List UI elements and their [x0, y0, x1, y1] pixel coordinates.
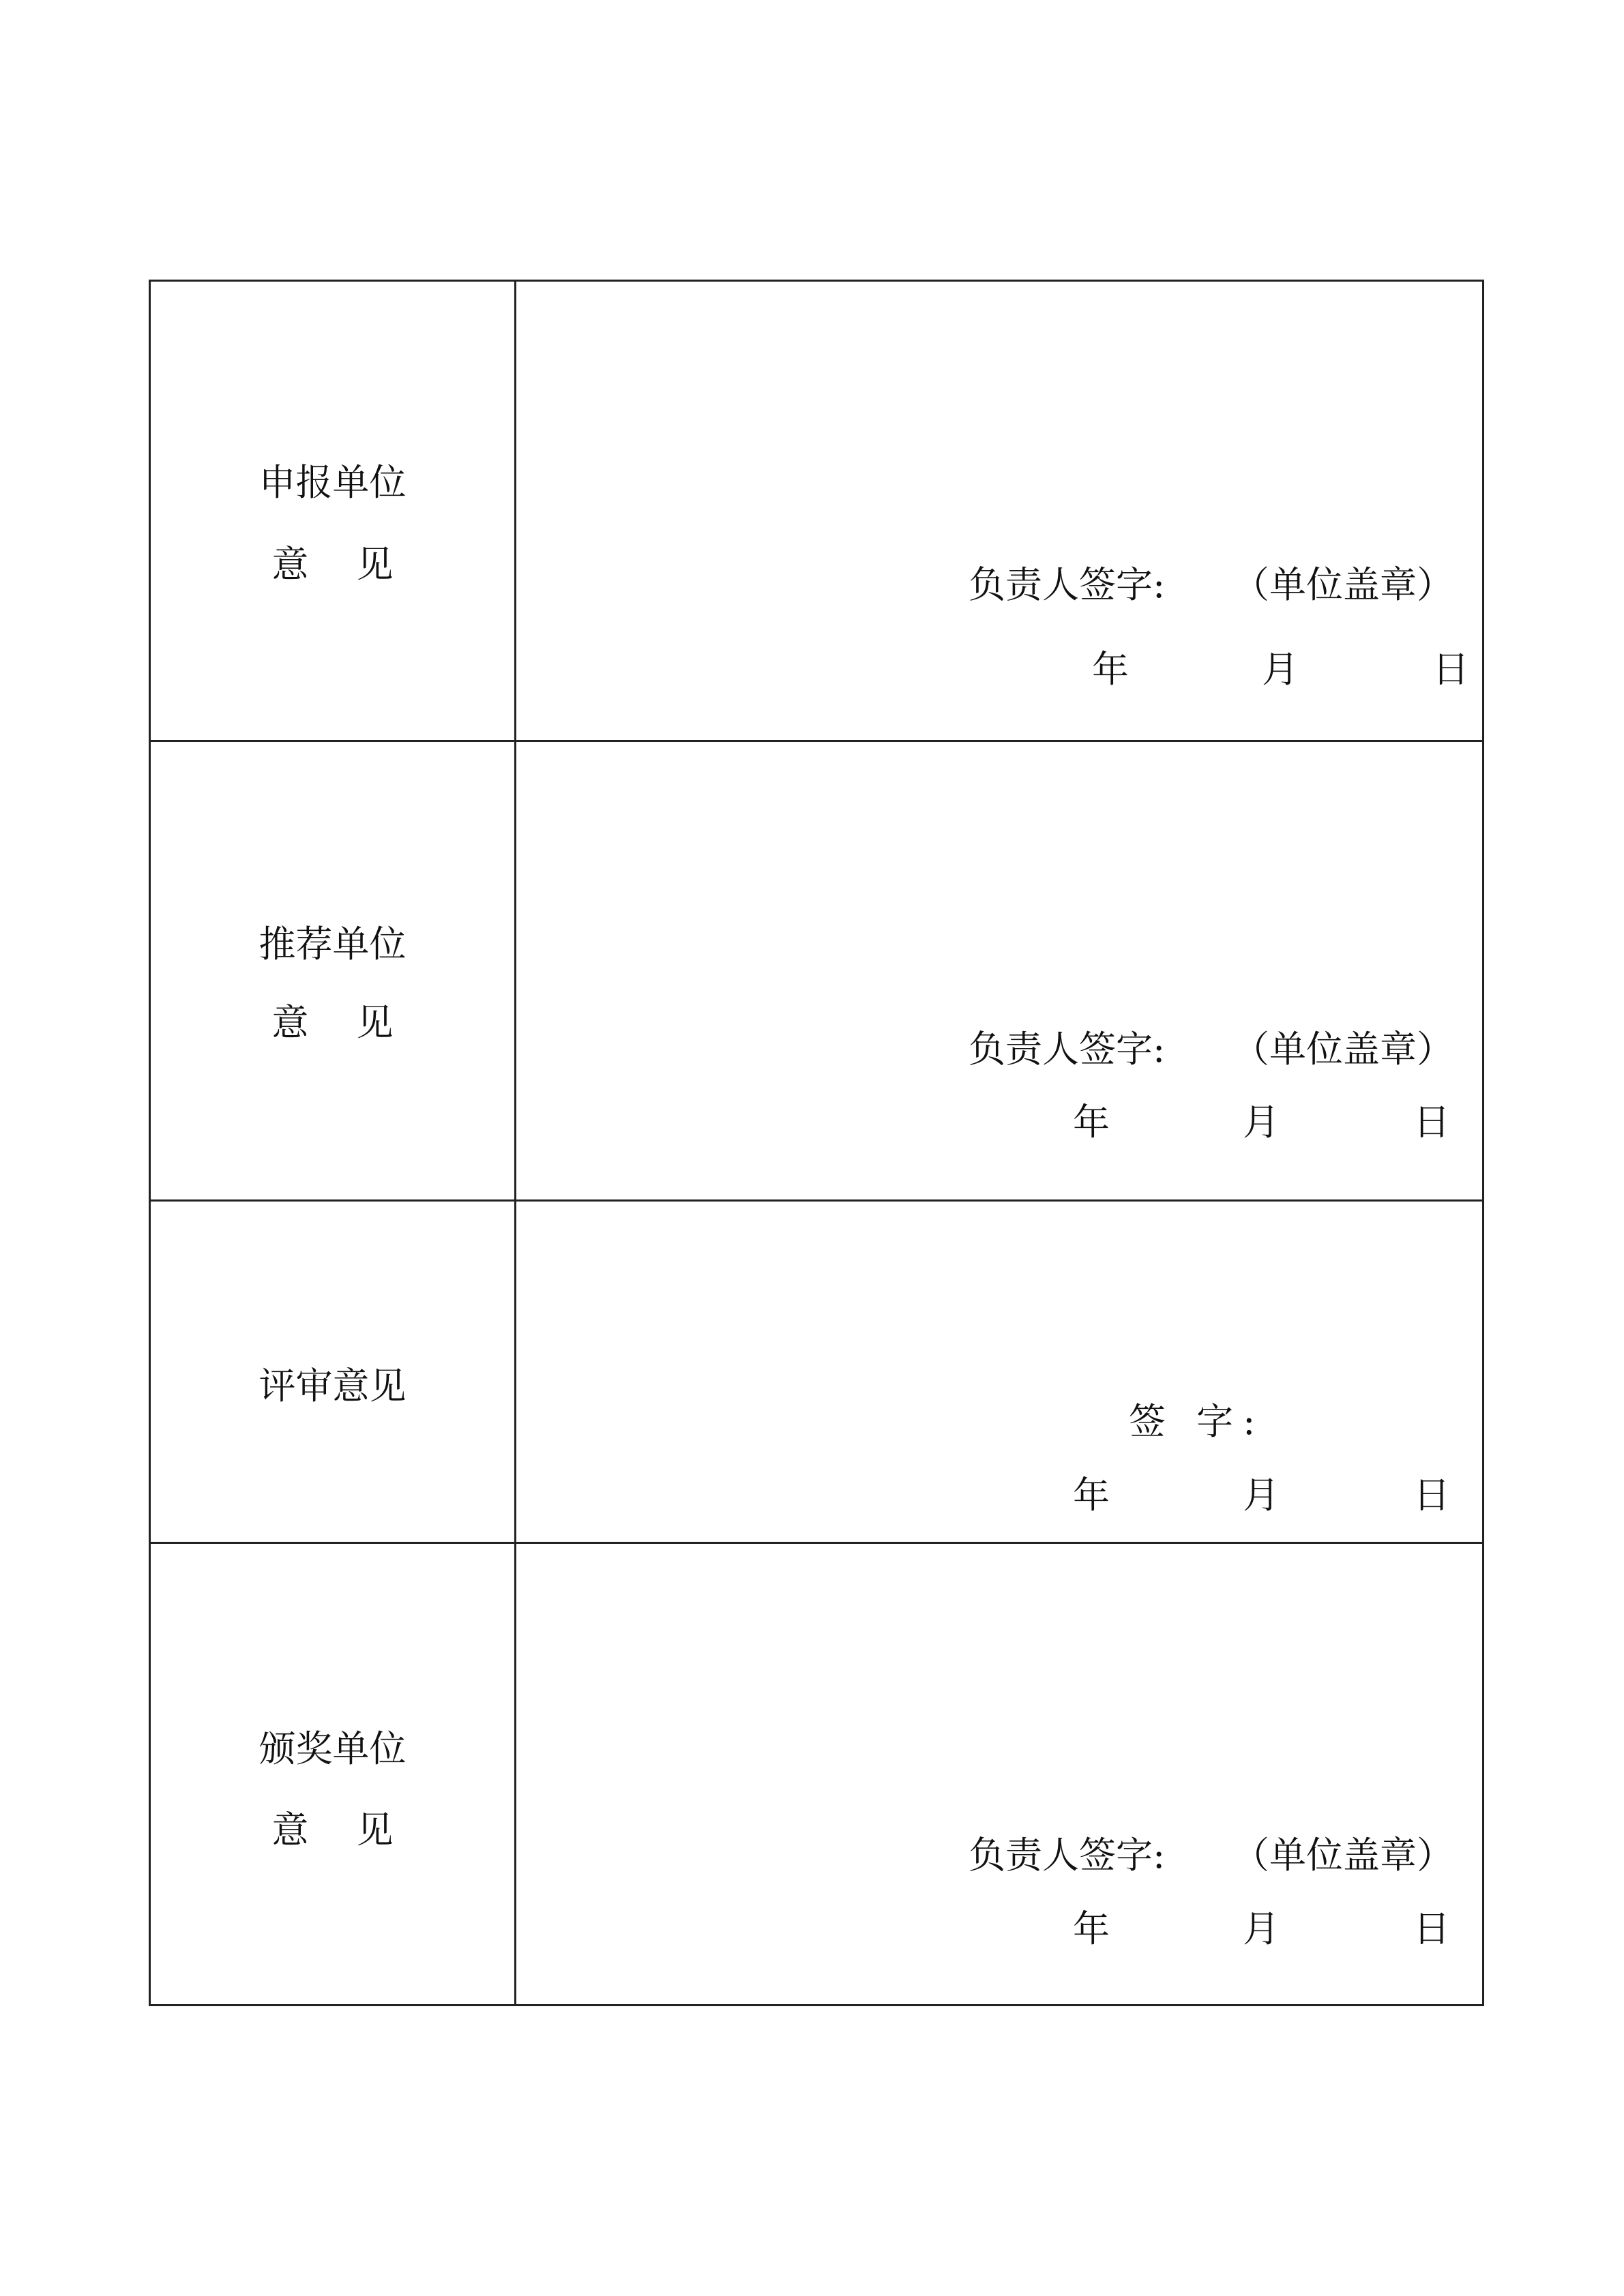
- date-month: 月: [1243, 1907, 1280, 1950]
- section-label-cell: [151, 282, 514, 742]
- date-month: 月: [1243, 1101, 1280, 1144]
- section-label-line1: 申报单位: [259, 461, 407, 504]
- signature-label: 签 字:: [1129, 1400, 1265, 1443]
- section-content-cell[interactable]: [516, 282, 1482, 742]
- date-year: 年: [1073, 1101, 1110, 1144]
- section-label-line2: 意见: [271, 543, 441, 586]
- date-day: 日: [1432, 648, 1469, 691]
- section-label-cell: [151, 742, 514, 1202]
- section-label-cell: [151, 1202, 514, 1544]
- seal-label: （单位盖章）: [1232, 1028, 1453, 1071]
- signature-label: 负责人签字:: [969, 563, 1166, 606]
- section-content-cell[interactable]: [516, 1544, 1482, 2008]
- section-label-line1: 颁奖单位: [259, 1727, 407, 1770]
- date-month: 月: [1243, 1474, 1280, 1517]
- date-year: 年: [1073, 1474, 1110, 1517]
- signature-label: 负责人签字:: [969, 1834, 1166, 1877]
- section-review-opinion: [151, 1199, 1482, 1544]
- section-applicant-opinion: [151, 282, 1482, 742]
- section-award-opinion: [151, 1542, 1482, 2008]
- section-label-line2: 意见: [271, 1001, 441, 1044]
- date-year: 年: [1073, 1907, 1110, 1950]
- date-day: 日: [1413, 1101, 1450, 1144]
- section-label-cell: [151, 1544, 514, 2008]
- section-label-line1: 推荐单位: [259, 923, 407, 966]
- date-day: 日: [1413, 1474, 1450, 1517]
- section-content-cell[interactable]: [516, 1202, 1482, 1544]
- section-label-line1: 评审意见: [259, 1365, 407, 1407]
- date-month: 月: [1262, 648, 1299, 691]
- date-year: 年: [1092, 648, 1129, 691]
- signature-label: 负责人签字:: [969, 1028, 1166, 1071]
- section-label-line2: 意见: [271, 1808, 441, 1851]
- seal-label: （单位盖章）: [1232, 1834, 1453, 1877]
- section-recommender-opinion: [151, 740, 1482, 1202]
- seal-label: （单位盖章）: [1232, 563, 1453, 606]
- section-content-cell[interactable]: [516, 742, 1482, 1202]
- date-day: 日: [1413, 1907, 1450, 1950]
- opinion-form-table: [149, 280, 1484, 2006]
